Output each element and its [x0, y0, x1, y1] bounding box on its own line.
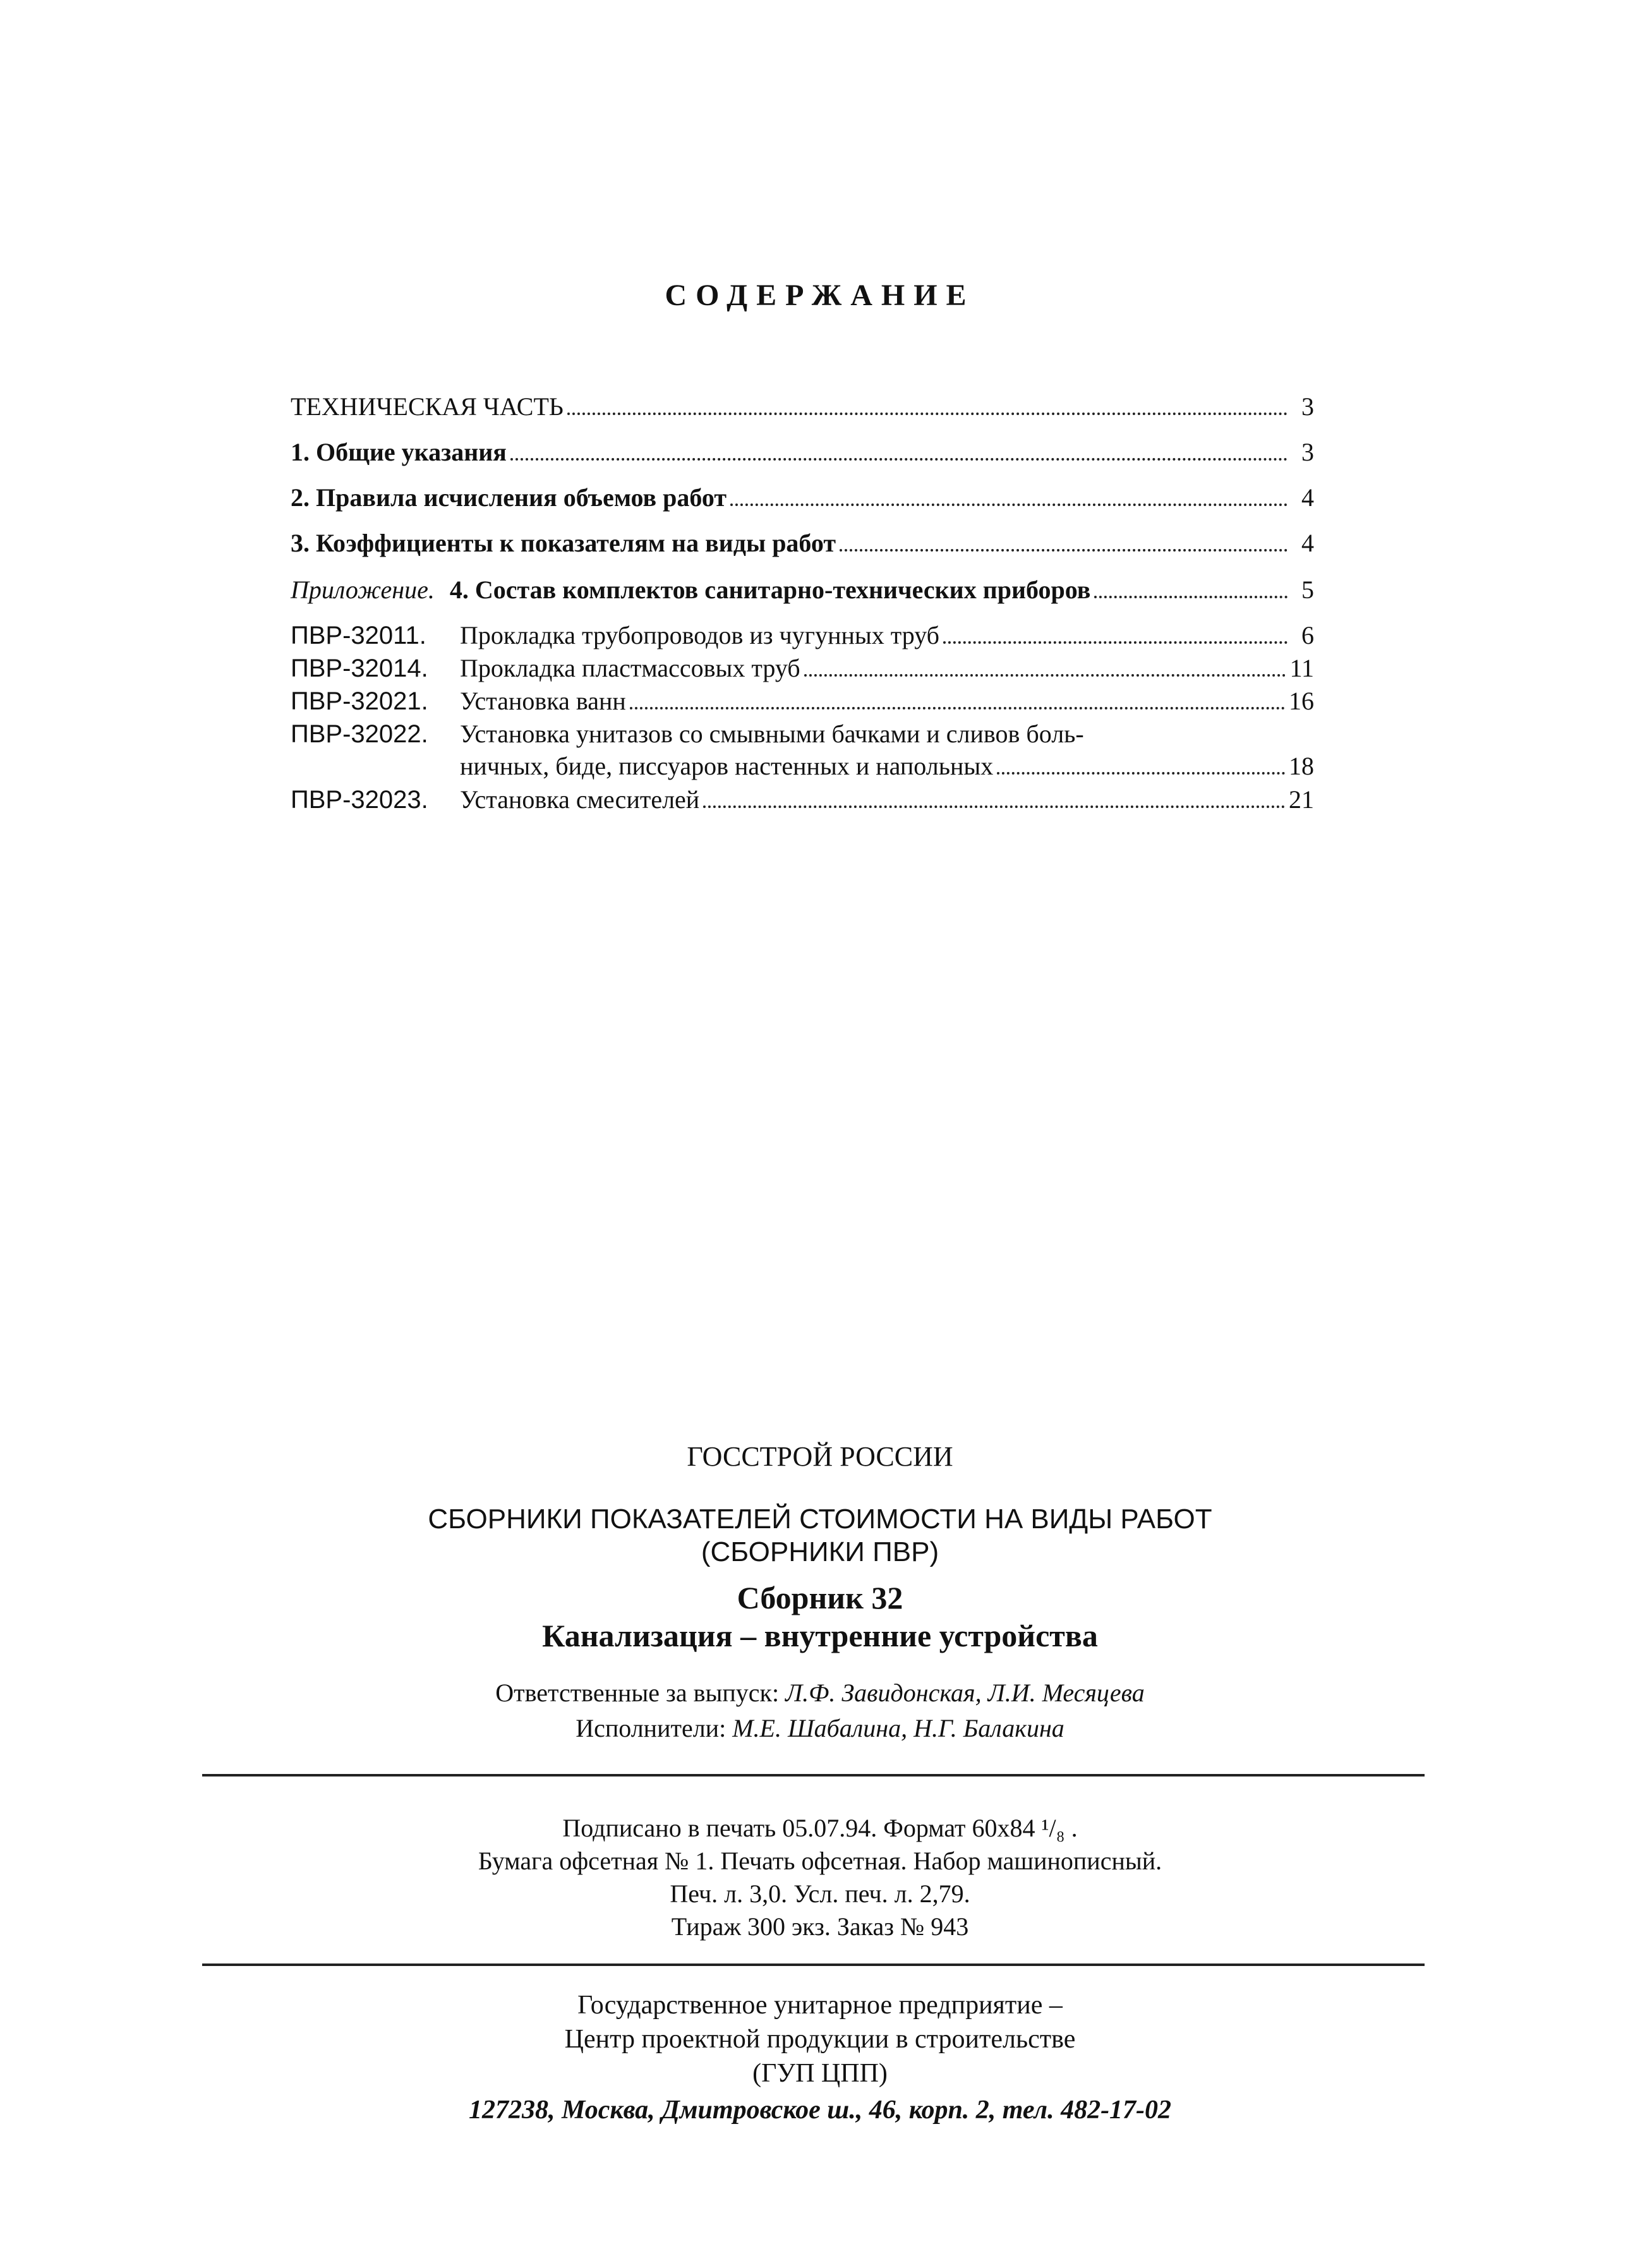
imprint-line: Печ. л. 3,0. Усл. печ. л. 2,79. [670, 1879, 970, 1908]
imprint-line: Бумага офсетная № 1. Печать офсетная. Набор машинописный. [478, 1847, 1162, 1875]
toc-entry-page: 18 [1289, 752, 1314, 780]
toc-entry-prefix: Приложение. [291, 576, 435, 604]
toc-leader-dots [1094, 596, 1287, 598]
toc-leader-dots [943, 641, 1287, 644]
volume-title: Сборник 32 [737, 1580, 903, 1615]
publisher-abbreviation: (ГУП ЦПП) [752, 2059, 888, 2088]
publisher-line: Государственное унитарное предприятие – [577, 1991, 1063, 2020]
series-abbreviation: (СБОРНИКИ ПВР) [701, 1536, 939, 1567]
toc-leader-dots [840, 549, 1287, 552]
toc-entry-page: 21 [1289, 785, 1314, 814]
series-title: СБОРНИКИ ПОКАЗАТЕЛЕЙ СТОИМОСТИ НА ВИДЫ РАБОТ [428, 1504, 1212, 1535]
toc-leader-dots [730, 504, 1287, 506]
toc-entry [291, 528, 1314, 562]
toc-entry-label-continued: ничных, биде, писсуаров настенных и напольных [460, 752, 994, 780]
toc-entry [291, 653, 1314, 687]
toc-entry [291, 575, 1314, 609]
imprint-line: Тираж 300 экз. Заказ № 943 [671, 1912, 969, 1941]
publisher-line: Центр проектной продукции в строительстве [564, 2025, 1076, 2054]
subject-title: Канализация – внутренние устройства [542, 1618, 1098, 1653]
toc-entry-code: ПВР-32011. [291, 622, 426, 649]
toc-title: СОДЕРЖАНИЕ [665, 279, 975, 312]
performers-names: М.Е. Шабалина, Н.Г. Балакина [732, 1714, 1064, 1742]
toc-entry [291, 620, 1314, 654]
toc-leader-dots [630, 707, 1285, 709]
toc-entry-label: 2. Правила исчисления объемов работ [291, 483, 727, 512]
imprint-line: Подписано в печать 05.07.94. Формат 60х84 ¹/₈ . [562, 1814, 1078, 1842]
responsible-label: Ответственные за выпуск: [495, 1679, 780, 1707]
toc-leader-dots [510, 458, 1287, 461]
toc-entry-label: Прокладка пластмассовых труб [460, 654, 800, 682]
toc-entry [291, 392, 1314, 426]
toc-entry-label: Установка смесителей [460, 785, 700, 814]
toc-entry [291, 686, 1314, 720]
toc-entry-code: ПВР-32022. [291, 720, 428, 748]
toc-entry-page: 4 [1301, 529, 1314, 557]
toc-entry-page: 6 [1301, 621, 1314, 649]
responsible-line [0, 1678, 1640, 1708]
toc-entry-page: 4 [1301, 483, 1314, 512]
responsible-names: Л.Ф. Завидонская, Л.И. Месяцева [785, 1679, 1145, 1707]
toc-entry-page: 11 [1289, 654, 1314, 682]
divider-rule [202, 1963, 1425, 1966]
toc-leader-dots [703, 805, 1285, 808]
toc-entry-page: 5 [1301, 576, 1314, 604]
toc-entry-label: ТЕХНИЧЕСКАЯ ЧАСТЬ [291, 392, 564, 421]
toc-leader-dots [567, 413, 1287, 415]
toc-entry-page: 16 [1289, 687, 1314, 715]
performers-label: Исполнители: [576, 1714, 727, 1742]
toc-entry-code: ПВР-32014. [291, 654, 428, 682]
toc-entry-label: Прокладка трубопроводов из чугунных труб [460, 621, 940, 649]
publisher-address: 127238, Москва, Дмитровское ш., 46, корп. 2, тел. 482-17-02 [468, 2096, 1172, 2125]
toc-entry-code: ПВР-32023. [291, 786, 428, 814]
toc-entry-label: 4. Состав комплектов санитарно-технических приборов [449, 576, 1091, 604]
toc-entry [291, 483, 1314, 517]
performers-line [0, 1713, 1640, 1743]
toc-entry-label: 1. Общие указания [291, 438, 507, 466]
divider-rule [202, 1774, 1425, 1776]
toc-entry-label: Установка ванн [460, 687, 626, 715]
toc-leader-dots [804, 674, 1286, 677]
toc-entry-page: 3 [1301, 392, 1314, 421]
toc-entry-page: 3 [1301, 438, 1314, 466]
publisher-org: ГОССТРОЙ РОССИИ [687, 1441, 953, 1472]
toc-entry-code: ПВР-32021. [291, 687, 428, 715]
toc-entry-label: 3. Коэффициенты к показателям на виды работ [291, 529, 836, 557]
toc-entry [291, 719, 1314, 785]
toc-entry [291, 785, 1314, 819]
toc-entry [291, 437, 1314, 471]
toc-leader-dots [997, 772, 1285, 775]
toc-entry-label: Установка унитазов со смывными бачками и сливов боль- [460, 720, 1084, 748]
